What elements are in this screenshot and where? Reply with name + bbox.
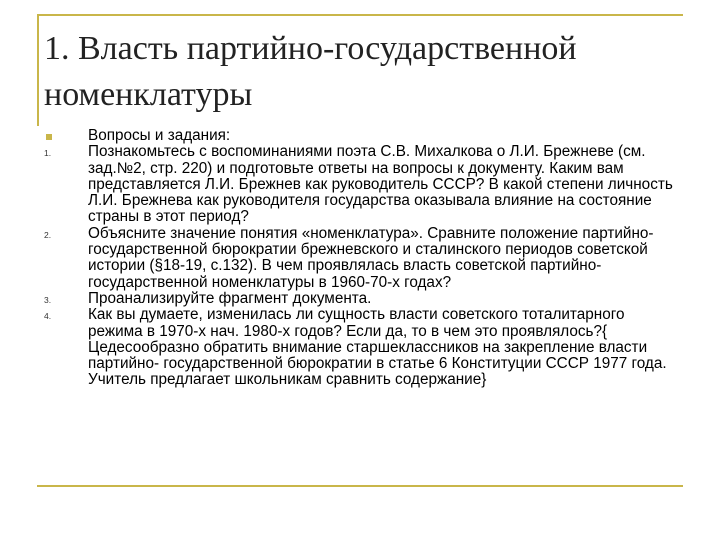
list-item-number: 2. [44, 229, 52, 240]
list-item-text: Вопросы и задания: [88, 127, 231, 144]
slide-title: 1. Власть партийно-государственной номенклатуры [44, 30, 577, 113]
list-item-number: 1. [44, 148, 52, 159]
list-item-heading [44, 128, 674, 144]
list-item-text: Как вы думаете, изменилась ли сущность власти советского тоталитарного режима в 1970-х нач. 1980-х годов? Если да, то в чем это проявлялось?{ Цедесообразно обратить внимание старшеклассников на закрепление власти партийно- государственной бюрократии в статье 6 Конституции СССР 1977 года. Учитель предлагает школьникам сравнить содержание} [88, 306, 667, 389]
list-item-3 [44, 291, 674, 307]
list-item-1 [44, 144, 674, 225]
slide-content [44, 128, 674, 389]
bottom-rule [37, 485, 683, 487]
list-item-text: Познакомьтесь с воспоминаниями поэта С.В. Михалкова о Л.И. Брежневе (см. зад.№2, стр. 220) и подготовьте ответы на вопросы к документу. Каким вам представляется Л.И. Брежнев как руководитель СССР? В какой степени личность Л.И. Брежнева как руководителя государства оказывала влияние на состояние страны в этот период? [88, 143, 673, 226]
square-bullet-icon [46, 134, 52, 140]
list-item-text: Проанализируйте фрагмент документа. [88, 289, 372, 307]
list-item-2 [44, 226, 674, 291]
list-item-4 [44, 307, 674, 388]
frame-top-rule [37, 14, 683, 16]
frame-left-rule [37, 14, 39, 126]
list-item-text: Объясните значение понятия «номенклатура». Сравните положение партийно-государственной бюрократии брежневского и сталинского периодов советской истории (§18-19, с.132). В чем проявлялась власть советской партийно-государственной номенклатуры в 1960-70-х годах? [88, 224, 654, 291]
list-item-number: 3. [44, 294, 52, 305]
list-item-number: 4. [44, 311, 52, 322]
